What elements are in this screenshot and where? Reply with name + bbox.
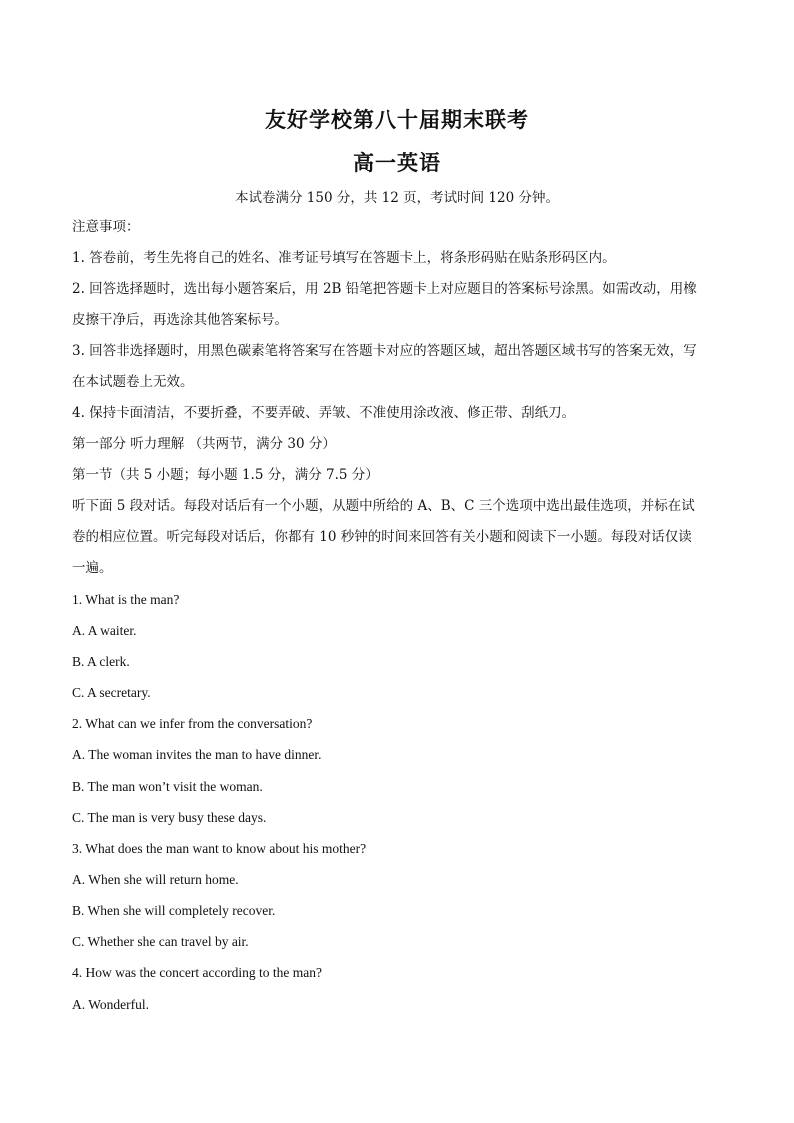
option-2c: C. The man is very busy these days.	[72, 810, 267, 825]
option-1c: C. A secretary.	[72, 685, 151, 700]
question-3: 3. What does the man want to know about his mother?	[72, 841, 367, 856]
option-2a: A. The woman invites the man to have dinner.	[72, 747, 322, 762]
option-3a: A. When she will return home.	[72, 872, 239, 887]
part-heading: 第一部分 听力理解 （共两节，满分 30 分）	[72, 436, 336, 452]
notice-item-2: 2. 回答选择题时，选出每小题答案后，用 2B 铅笔把答题卡上对应题目的答案标号涂黑。如需改动，用橡	[72, 281, 697, 297]
subject-title: 高一英语	[353, 150, 441, 175]
exam-title: 友好学校第八十届期末联考	[265, 107, 529, 132]
listening-instructions-end: 一遍。	[72, 560, 113, 576]
notice-item-4: 4. 保持卡面清洁，不要折叠，不要弄破、弄皱、不准使用涂改液、修正带、刮纸刀。	[72, 405, 576, 421]
listening-instructions: 听下面 5 段对话。每段对话后有一个小题，从题中所给的 A、B、C 三个选项中选出最佳选项，并标在试	[72, 498, 695, 514]
question-1: 1. What is the man?	[72, 592, 180, 607]
notice-item-3-cont: 在本试题卷上无效。	[72, 374, 194, 390]
notice-heading: 注意事项：	[72, 219, 140, 235]
option-1a: A. A waiter.	[72, 623, 137, 638]
notice-item-3: 3. 回答非选择题时，用黑色碳素笔将答案写在答题卡对应的答题区域，超出答题区域书写的答案无效，写	[72, 343, 697, 359]
section-heading: 第一节（共 5 小题；每小题 1.5 分，满分 7.5 分）	[72, 467, 379, 483]
option-4a: A. Wonderful.	[72, 997, 150, 1012]
option-3b: B. When she will completely recover.	[72, 903, 276, 918]
exam-info: 本试卷满分 150 分，共 12 页，考试时间 120 分钟。	[235, 190, 559, 206]
notice-item-1: 1. 答卷前，考生先将自己的姓名、准考证号填写在答题卡上，将条形码贴在贴条形码区内。	[72, 250, 616, 266]
question-4: 4. How was the concert according to the man?	[72, 965, 323, 980]
notice-item-2-cont: 皮擦干净后，再选涂其他答案标号。	[72, 312, 288, 328]
option-3c: C. Whether she can travel by air.	[72, 934, 249, 949]
question-2: 2. What can we infer from the conversation?	[72, 716, 313, 731]
listening-instructions-cont: 卷的相应位置。听完每段对话后，你都有 10 秒钟的时间来回答有关小题和阅读下一小题。每段对话仅读	[72, 529, 692, 545]
option-1b: B. A clerk.	[72, 654, 130, 669]
option-2b: B. The man won’t visit the woman.	[72, 779, 263, 794]
